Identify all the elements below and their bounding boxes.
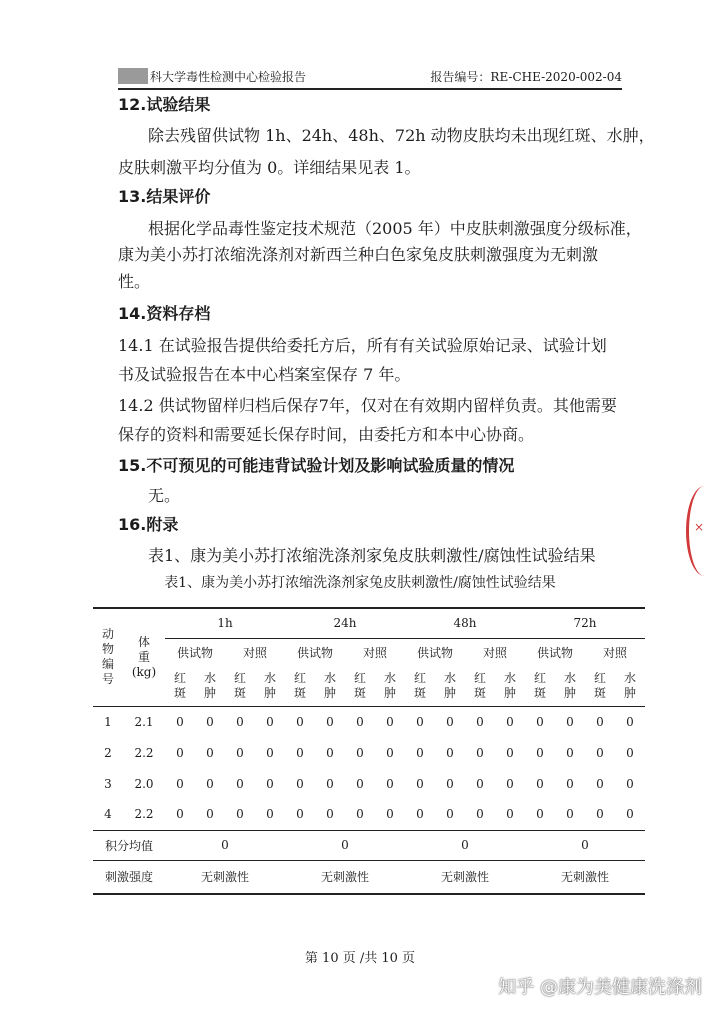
score-cell: 0 xyxy=(296,714,304,729)
watermark-text: 知乎 @康为美健康洗涤剂 xyxy=(498,977,702,998)
animal-number-cell: 4 xyxy=(104,807,112,822)
header-edema: 水 肿 xyxy=(443,670,456,700)
header-erythema: 红 斑 xyxy=(533,670,546,700)
score-cell: 0 xyxy=(206,807,214,822)
score-cell: 0 xyxy=(476,714,484,729)
section-13-para-line3: 性。 xyxy=(118,272,151,291)
score-cell: 0 xyxy=(596,714,604,729)
score-cell: 0 xyxy=(446,807,454,822)
header-edema: 水 肿 xyxy=(503,670,516,700)
header-edema: 水 肿 xyxy=(563,670,576,700)
score-cell: 0 xyxy=(566,807,574,822)
score-cell: 0 xyxy=(536,714,544,729)
animal-number-cell: 1 xyxy=(104,714,112,729)
score-cell: 0 xyxy=(416,807,424,822)
weight-cell: 2.0 xyxy=(134,776,154,791)
score-cell: 0 xyxy=(566,776,574,791)
score-cell: 0 xyxy=(446,745,454,760)
score-cell: 0 xyxy=(326,714,334,729)
score-cell: 0 xyxy=(626,714,634,729)
score-cell: 0 xyxy=(416,745,424,760)
score-cell: 0 xyxy=(236,714,244,729)
score-cell: 0 xyxy=(266,807,274,822)
score-cell: 0 xyxy=(416,776,424,791)
header-edema: 水 肿 xyxy=(203,670,216,700)
average-score-48h: 0 xyxy=(461,838,469,852)
score-cell: 0 xyxy=(536,776,544,791)
table-row xyxy=(93,737,645,768)
section-14-1-line1: 14.1 在试验报告提供给委托方后，所有有关试验原始记录、试验计划 xyxy=(118,336,607,355)
redacted-block xyxy=(118,68,148,84)
score-cell: 0 xyxy=(386,807,394,822)
header-control: 对照 xyxy=(362,645,387,660)
header-erythema: 红 斑 xyxy=(593,670,606,700)
score-cell: 0 xyxy=(416,714,424,729)
score-cell: 0 xyxy=(626,745,634,760)
irritation-intensity-48h: 无刺激性 xyxy=(440,870,489,885)
section-14-2-line1: 14.2 供试物留样归档后保存7年，仅对在有效期内留样负责。其他需要 xyxy=(118,396,617,415)
header-erythema: 红 斑 xyxy=(233,670,246,700)
score-cell: 0 xyxy=(386,776,394,791)
score-cell: 0 xyxy=(356,714,364,729)
header-test-substance: 供试物 xyxy=(296,645,333,660)
header-erythema: 红 斑 xyxy=(173,670,186,700)
header-animal-number: 动 物 编 号 xyxy=(93,608,123,706)
table-caption: 表1、康为美小苏打浓缩洗涤剂家兔皮肤刺激性/腐蚀性试验结果 xyxy=(164,575,556,591)
section-13-para-line1: 根据化学品毒性鉴定技术规范（2005 年）中皮肤刺激强度分级标准， xyxy=(148,219,642,238)
table-row xyxy=(93,799,645,830)
score-cell: 0 xyxy=(476,776,484,791)
irritation-intensity-label: 刺激强度 xyxy=(104,870,153,885)
score-cell: 0 xyxy=(566,745,574,760)
header-weight: 体 重 (kg) xyxy=(123,608,165,706)
header-edema: 水 肿 xyxy=(323,670,336,700)
header-edema: 水 肿 xyxy=(623,670,636,700)
table-row xyxy=(93,768,645,799)
header-erythema: 红 斑 xyxy=(413,670,426,700)
score-cell: 0 xyxy=(626,776,634,791)
weight-cell: 2.2 xyxy=(134,745,154,760)
header-erythema: 红 斑 xyxy=(353,670,366,700)
header-edema: 水 肿 xyxy=(383,670,396,700)
score-cell: 0 xyxy=(326,745,334,760)
score-cell: 0 xyxy=(446,776,454,791)
score-cell: 0 xyxy=(356,807,364,822)
score-cell: 0 xyxy=(626,807,634,822)
score-cell: 0 xyxy=(596,745,604,760)
report-header xyxy=(118,66,622,90)
section-14-title: 14.资料存档 xyxy=(118,304,211,323)
score-cell: 0 xyxy=(596,776,604,791)
score-cell: 0 xyxy=(266,745,274,760)
score-cell: 0 xyxy=(296,776,304,791)
header-control: 对照 xyxy=(602,645,627,660)
score-cell: 0 xyxy=(446,714,454,729)
results-table xyxy=(93,607,645,895)
header-erythema: 红 斑 xyxy=(293,670,306,700)
average-score-24h: 0 xyxy=(341,838,349,852)
score-cell: 0 xyxy=(266,776,274,791)
score-cell: 0 xyxy=(236,745,244,760)
score-cell: 0 xyxy=(296,807,304,822)
section-14-2-line2: 保存的资料和需要延长保存时间，由委托方和本中心协商。 xyxy=(118,425,535,444)
animal-number-cell: 3 xyxy=(104,776,112,791)
table-row xyxy=(93,706,645,737)
score-cell: 0 xyxy=(356,776,364,791)
irritation-intensity-1h: 无刺激性 xyxy=(200,870,249,885)
header-time-24h: 24h xyxy=(285,608,405,638)
irritation-intensity-72h: 无刺激性 xyxy=(560,870,609,885)
section-15-para: 无。 xyxy=(148,486,181,505)
animal-number-cell: 2 xyxy=(104,745,112,760)
score-cell: 0 xyxy=(206,776,214,791)
score-cell: 0 xyxy=(506,776,514,791)
page-number-footer: 第 10 页 /共 10 页 xyxy=(304,951,416,966)
score-cell: 0 xyxy=(386,714,394,729)
red-stamp-mark-icon: × xyxy=(694,520,705,534)
score-cell: 0 xyxy=(536,745,544,760)
score-cell: 0 xyxy=(326,807,334,822)
header-test-substance: 供试物 xyxy=(176,645,213,660)
section-13-para-line2: 康为美小苏打浓缩洗涤剂对新西兰种白色家兔皮肤刺激强度为无刺激 xyxy=(118,245,599,264)
header-control: 对照 xyxy=(242,645,267,660)
section-12-para-line2: 皮肤刺激平均分值为 0。详细结果见表 1。 xyxy=(118,158,421,177)
header-institution: 科大学毒性检测中心检验报告 xyxy=(150,70,307,84)
weight-cell: 2.2 xyxy=(134,807,154,822)
section-16-title: 16.附录 xyxy=(118,515,179,534)
score-cell: 0 xyxy=(206,745,214,760)
score-cell: 0 xyxy=(566,714,574,729)
score-cell: 0 xyxy=(476,745,484,760)
average-score-label: 积分均值 xyxy=(104,838,153,853)
section-16-para: 表1、康为美小苏打浓缩洗涤剂家兔皮肤刺激性/腐蚀性试验结果 xyxy=(148,546,596,565)
section-13-title: 13.结果评价 xyxy=(118,187,211,206)
section-12-para-line1: 除去残留供试物 1h、24h、48h、72h 动物皮肤均未出现红斑、水肿， xyxy=(148,126,655,145)
score-cell: 0 xyxy=(356,745,364,760)
irritation-intensity-24h: 无刺激性 xyxy=(320,870,369,885)
average-score-72h: 0 xyxy=(581,838,589,852)
header-test-substance: 供试物 xyxy=(416,645,453,660)
score-cell: 0 xyxy=(176,745,184,760)
score-cell: 0 xyxy=(266,714,274,729)
score-cell: 0 xyxy=(506,745,514,760)
average-score-1h: 0 xyxy=(221,838,229,852)
header-time-48h: 48h xyxy=(405,608,525,638)
score-cell: 0 xyxy=(326,776,334,791)
score-cell: 0 xyxy=(176,807,184,822)
score-cell: 0 xyxy=(296,745,304,760)
section-15-title: 15.不可预见的可能违背试验计划及影响试验质量的情况 xyxy=(118,456,515,475)
score-cell: 0 xyxy=(206,714,214,729)
score-cell: 0 xyxy=(236,776,244,791)
header-control: 对照 xyxy=(482,645,507,660)
score-cell: 0 xyxy=(536,807,544,822)
score-cell: 0 xyxy=(506,807,514,822)
score-cell: 0 xyxy=(386,745,394,760)
score-cell: 0 xyxy=(176,776,184,791)
header-time-72h: 72h xyxy=(525,608,645,638)
header-edema: 水 肿 xyxy=(263,670,276,700)
score-cell: 0 xyxy=(236,807,244,822)
score-cell: 0 xyxy=(176,714,184,729)
score-cell: 0 xyxy=(476,807,484,822)
weight-cell: 2.1 xyxy=(134,714,154,729)
header-time-1h: 1h xyxy=(165,608,285,638)
score-cell: 0 xyxy=(596,807,604,822)
section-12-title: 12.试验结果 xyxy=(118,95,211,114)
header-report-number: 报告编号：RE-CHE-2020-002-04 xyxy=(430,70,622,84)
section-14-1-line2: 书及试验报告在本中心档案室保存 7 年。 xyxy=(118,365,411,384)
score-cell: 0 xyxy=(506,714,514,729)
header-test-substance: 供试物 xyxy=(536,645,573,660)
header-erythema: 红 斑 xyxy=(473,670,486,700)
